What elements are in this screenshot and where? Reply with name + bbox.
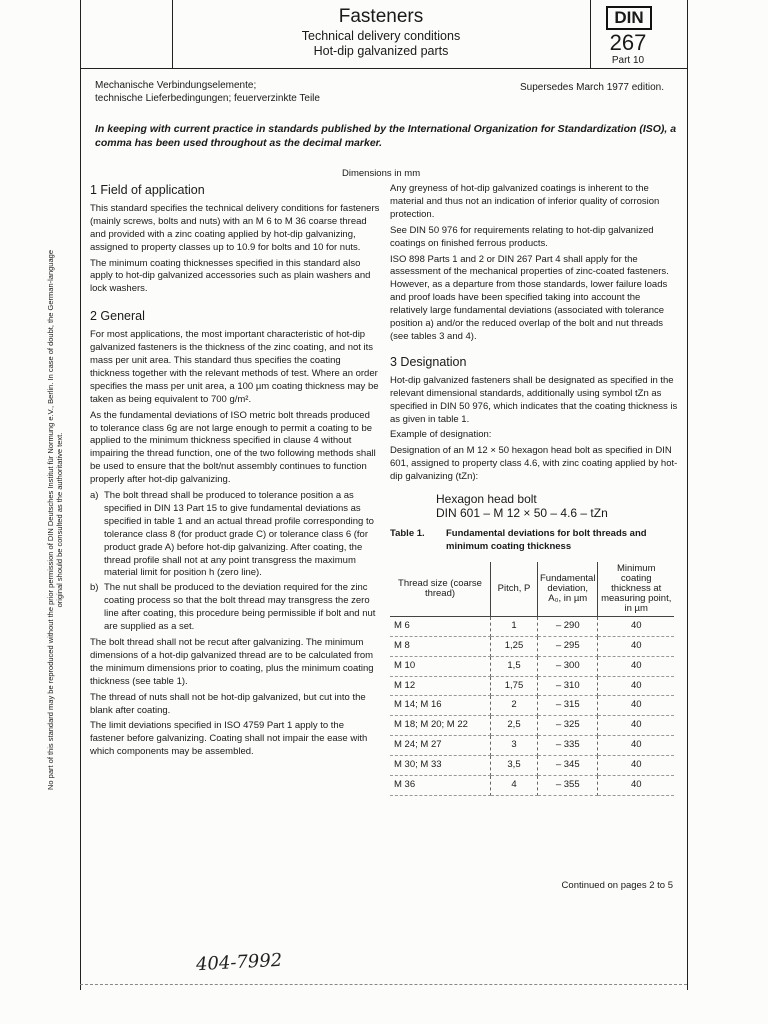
supersedes-note: Supersedes March 1977 edition. xyxy=(520,82,664,93)
table-caption xyxy=(390,528,680,554)
section-2-paragraph: The thread of nuts shall not be hot-dip galvanized, but cut into the blank after coating. xyxy=(90,691,366,716)
item-marker: b) xyxy=(90,582,99,594)
decimal-marker-note: In keeping with current practice in standards published by the International Organization for Standardization (ISO), a comma has been used throughout as the decimal marker. xyxy=(95,123,677,149)
method-item-a xyxy=(90,490,380,580)
cell-thread-size: M 18; M 20; M 22 xyxy=(390,716,491,736)
german-title-line-1: Mechanische Verbindungselemente; xyxy=(95,80,257,91)
cell-pitch: 1 xyxy=(491,616,538,636)
cell-min-coating: 40 xyxy=(598,636,674,656)
section-1-heading: 1 Field of application xyxy=(90,183,205,197)
header-deviation: Fundamental deviation, A₀, in µm xyxy=(538,562,598,617)
section-3-paragraph: Hot-dip galvanized fasteners shall be designated as specified in the relevant dimensional standards, additionally using symbol tZn as specified in DIN 50 976, which indicates that the coating thickness is as given in table 1. xyxy=(390,374,678,425)
dimensions-note: Dimensions in mm xyxy=(342,168,421,179)
cell-pitch: 2,5 xyxy=(491,716,538,736)
din-logo: DIN xyxy=(606,6,652,30)
example-label: Example of designation: xyxy=(390,429,492,441)
table-body xyxy=(390,616,674,795)
method-list xyxy=(90,490,380,634)
header-right-divider xyxy=(590,0,591,68)
copyright-side-note: No part of this standard may be reproduced without the prior permission of DIN Deutsches Institut für Normung e.V., Berlin. In case of doubt, the German-language original should be consulted as the authoritative text. xyxy=(46,250,64,791)
header-pitch: Pitch, P xyxy=(491,562,538,617)
table-caption-text: Fundamental deviations for bolt threads and minimum coating thickness xyxy=(446,528,647,552)
cell-thread-size: M 6 xyxy=(390,616,491,636)
example-text: Designation of an M 12 × 50 hexagon head bolt as specified in DIN 601, assigned to property class 4.6, with zinc coating applied by hot-dip galvanizing (tZn): xyxy=(390,445,678,483)
cell-thread-size: M 14; M 16 xyxy=(390,696,491,716)
cell-min-coating: 40 xyxy=(598,696,674,716)
cell-thread-size: M 30; M 33 xyxy=(390,756,491,776)
left-column xyxy=(90,182,380,762)
cell-min-coating: 40 xyxy=(598,716,674,736)
cell-pitch: 1,25 xyxy=(491,636,538,656)
cell-min-coating: 40 xyxy=(598,656,674,676)
method-item-b xyxy=(90,582,380,634)
section-3-heading: 3 Designation xyxy=(390,354,467,369)
item-text: The bolt thread shall be produced to tolerance position a as specified in DIN 13 Part 15 to give fundamental deviations as specified in table 1 and an actual thread profile corresponding to tolerance class 8 (for product grade C) or tolerance class 6 (for product grade A) before hot-dip galvanizing. After coating, the thread profile shall not at any point transgress the maximum material limit for position h (zero line). xyxy=(104,490,374,579)
section-2-paragraph: The bolt thread shall not be recut after galvanizing. The minimum dimensions of a hot-dip galvanized thread are to be calculated from the minimum dimensions prior to coating, plus the minimum coating thickness (see table 1). xyxy=(90,637,374,687)
cell-deviation: – 300 xyxy=(538,656,598,676)
standard-number: 267 xyxy=(609,30,647,55)
page-title: Fasteners xyxy=(338,6,424,27)
cell-thread-size: M 36 xyxy=(390,776,491,796)
designation-line: Hexagon head bolt xyxy=(436,492,537,507)
cell-min-coating: 40 xyxy=(598,676,674,696)
cell-pitch: 3 xyxy=(491,736,538,756)
right-column xyxy=(390,183,680,796)
item-text: The nut shall be produced to the deviation required for the zinc coating process so that the bolt thread may transgress the zero line after coating, this procedure being permissible if bolt and nut are supplied as a set. xyxy=(104,582,376,633)
table-label: Table 1. xyxy=(390,528,425,540)
table-row xyxy=(390,656,674,676)
table-row xyxy=(390,756,674,776)
subtitle-galvanized: Hot-dip galvanized parts xyxy=(313,44,449,58)
cell-deviation: – 310 xyxy=(538,676,598,696)
table-row xyxy=(390,676,674,696)
coating-table xyxy=(390,562,674,796)
cell-deviation: – 345 xyxy=(538,756,598,776)
cell-deviation: – 315 xyxy=(538,696,598,716)
handwritten-note: 404-7992 xyxy=(195,949,283,976)
table-row xyxy=(390,716,674,736)
section-2-paragraph: The limit deviations specified in ISO 4759 Part 1 apply to the fastener before galvanizing. Coating shall not impair the ease with which components may be assembled. xyxy=(90,720,368,758)
cell-pitch: 1,75 xyxy=(491,676,538,696)
table-row xyxy=(390,696,674,716)
designation-line: DIN 601 – M 12 × 50 – 4.6 – tZn xyxy=(436,506,608,521)
cell-deviation: – 335 xyxy=(538,736,598,756)
table-header-row xyxy=(390,562,674,617)
section-1-paragraph: This standard specifies the technical delivery conditions for fasteners (mainly screws, bolts and nuts) with an M 6 to M 36 coarse thread and provided with a zinc coating applied by hot-dip galvanizing, assigned to property classes up to 10.9 for bolts and 10 for nuts. xyxy=(90,202,380,253)
table-row xyxy=(390,636,674,656)
cell-min-coating: 40 xyxy=(598,616,674,636)
cell-pitch: 4 xyxy=(491,776,538,796)
cell-min-coating: 40 xyxy=(598,756,674,776)
general-continued-paragraph: See DIN 50 976 for requirements relating to hot-dip galvanized coatings on finished ferrous products. xyxy=(390,224,654,249)
designation-example xyxy=(436,492,680,520)
header-thread-size: Thread size (coarse thread) xyxy=(390,562,491,617)
subtitle-delivery-conditions: Technical delivery conditions xyxy=(301,29,461,43)
cell-thread-size: M 8 xyxy=(390,636,491,656)
header-divider xyxy=(80,68,687,69)
cell-deviation: – 355 xyxy=(538,776,598,796)
german-title-line-2: technische Lieferbedingungen; feuerverzinkte Teile xyxy=(95,93,320,104)
section-2-paragraph: As the fundamental deviations of ISO metric bolt threads produced to tolerance class 6g are not large enough to permit a coating to be applied to the minimum thickness specified in clause 4 without impairing the thread function, one of the two following methods shall be used to ensure that the bolt/nut assembly continues to function properly after hot-dip galvanizing. xyxy=(90,409,376,486)
cell-min-coating: 40 xyxy=(598,776,674,796)
item-marker: a) xyxy=(90,490,99,502)
section-1-paragraph: The minimum coating thicknesses specified in this standard also apply to hot-dip galvanized accessories such as plain washers and lock washers. xyxy=(90,257,371,295)
table-row xyxy=(390,736,674,756)
table-row xyxy=(390,776,674,796)
cell-pitch: 3,5 xyxy=(491,756,538,776)
cell-min-coating: 40 xyxy=(598,736,674,756)
cell-thread-size: M 24; M 27 xyxy=(390,736,491,756)
footer-line xyxy=(80,984,687,985)
standard-part: Part 10 xyxy=(611,55,645,66)
cell-thread-size: M 10 xyxy=(390,656,491,676)
general-continued-paragraph: ISO 898 Parts 1 and 2 or DIN 267 Part 4 shall apply for the assessment of the mechanical properties of zinc-coated fasteners. However, as a departure from those standards, lower failure loads and proof loads have been specified taking into account the relatively large fundamental deviations (associated with tolerance position a) and/or the reduced overlap of the bolt and nut threads (see tables 3 and 4). xyxy=(390,253,669,342)
table-row xyxy=(390,616,674,636)
cell-pitch: 2 xyxy=(491,696,538,716)
section-2-paragraph: For most applications, the most important characteristic of hot-dip galvanized fasteners is the thickness of the zinc coating, and not its mass per unit area. This standard thus specifies the coating thickness together with the relevant methods of test. Where an order specifies the mass per unit area, a 100 µm coating thickness may be taken as being equivalent to 700 g/m². xyxy=(90,329,379,405)
continued-note: Continued on pages 2 to 5 xyxy=(561,880,673,891)
cell-pitch: 1,5 xyxy=(491,656,538,676)
section-2-heading: 2 General xyxy=(90,309,145,324)
general-continued-paragraph: Any greyness of hot-dip galvanized coatings is inherent to the material and thus not an indication of inferior quality of corrosion protection. xyxy=(390,183,660,220)
cell-deviation: – 290 xyxy=(538,616,598,636)
header-min-coating: Minimum coating thickness at measuring point, in µm xyxy=(598,562,674,617)
cell-deviation: – 295 xyxy=(538,636,598,656)
cell-deviation: – 325 xyxy=(538,716,598,736)
cell-thread-size: M 12 xyxy=(390,676,491,696)
